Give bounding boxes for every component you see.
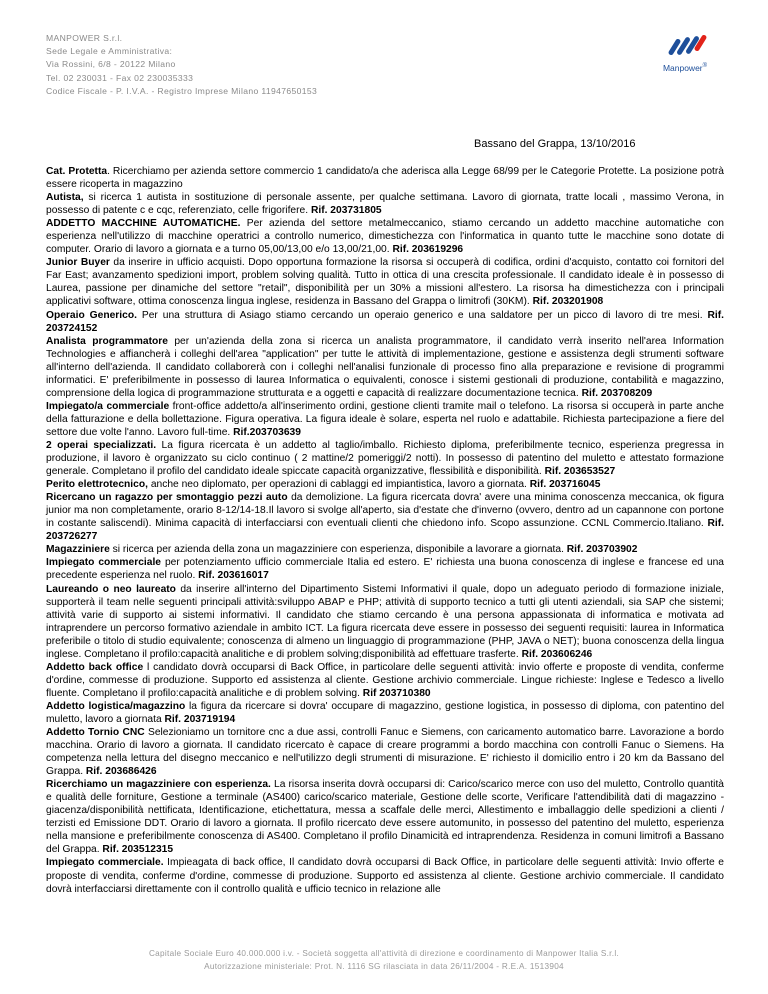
job-reference: Rif. 203512315 xyxy=(102,844,174,856)
job-reference: Rif. 203606246 xyxy=(521,648,593,660)
job-reference: Rif.203703639 xyxy=(233,426,301,438)
logo-wordmark: Manpower® xyxy=(662,63,708,73)
letterhead xyxy=(46,32,317,98)
job-listing xyxy=(46,543,724,556)
job-listing xyxy=(46,478,724,491)
job-listing xyxy=(46,335,724,400)
job-listing xyxy=(46,726,724,778)
company-phone-fax: Tel. 02 230031 - Fax 02 230035333 xyxy=(46,72,194,83)
job-reference: Rif. 203653527 xyxy=(544,466,616,478)
job-listing xyxy=(46,400,724,439)
footer-capital-line: Capitale Sociale Euro 40.000.000 i.v. - Società soggetta all'attività di direzione e coordinamento di Manpower Italia S.r.l. xyxy=(148,949,620,958)
job-title: Ricerchiamo un magazziniere con esperienza. xyxy=(46,779,271,791)
job-listing xyxy=(46,556,724,582)
job-reference: Rif. 203708209 xyxy=(581,387,653,399)
job-reference: Rif. 203724152 xyxy=(46,309,724,334)
job-description: da demolizione. La figura ricercata dovra' avere una minima conoscenza meccanica, ok figura junior ma non completamente, orario 8-12/14-18.Il lavoro si svolge all'aperto, sia d'estate che d'inverno (ovvero, dentro ad un capannone con portone in costante saliscendi). Minima capacità di interfacciarsi con eventuali clienti che chiedono info. Scopo assunzione. CCNL Commercio.Italiano. xyxy=(46,492,725,530)
job-listing xyxy=(46,256,724,308)
job-title: Cat. Protetta xyxy=(46,166,108,177)
job-listing xyxy=(46,165,724,191)
job-description: Impieagata di back office, Il candidato dovrà occuparsi di Back Office, in particolare delle seguenti attività: Invio offerte e proposte di vendita, conferme d'ordine, commesse di produzione. Supporto ed assistenza al cliente. Gestione archivio commerciale. Il candidato dovrà interfacciarsi direttamente con il controllo qualità e ufficio tecnico in relazione alle xyxy=(46,857,725,895)
job-description: . Ricerchiamo per azienda settore commercio 1 candidato/a che aderisca alla Legge 68/99 per le Categorie Protette. La posizione potrà essere ricoperta in magazzino xyxy=(46,166,724,191)
job-title: 2 operai specializzati. xyxy=(46,439,157,451)
footer-authorization-line: Autorizzazione ministeriale: Prot. N. 1116 SG rilasciata in data 26/11/2004 - R.E.A. 1513904 xyxy=(204,962,564,971)
job-title: Addetto back office xyxy=(46,661,144,673)
job-title: Ricercano un ragazzo per smontaggio pezzi auto xyxy=(46,492,288,504)
job-listing xyxy=(46,583,724,661)
job-listing xyxy=(46,661,724,700)
job-description: da inserire in ufficio acquisti. Dopo opportuna formazione la risorsa si occuperà di codifica, ordini d'acquisto, contatto coi fornitori del Far East; avanzamento spedizioni import, problem solving qualità. Tutto in ottica di una crescita professionale. Il candidato ideale è in possesso di Laurea, passione per dinamiche del settore "retail", disponibilità per un 30% a missioni all'estero. La risorsa ha dimestichezza con i principali applicativi software, ottima conoscenza lingua inglese, residenza in Bassano del Grappa o limitrofi (30KM). xyxy=(46,257,724,308)
job-title: Analista programmatore xyxy=(46,335,168,347)
job-title: Impiegato/a commerciale xyxy=(46,400,170,412)
job-reference: Rif. 203703902 xyxy=(566,544,638,556)
job-description: per un'azienda della zona si ricerca un analista programmatore, il candidato verrà inserito nell'area Information Technologies e affiancherà i colleghi dell'area "application" per tutte le attività di implementazione, gestione e assistenza degli strumenti software all'interno dell'azienda. Il candidato collaborerà con i colleghi nell'analisi funzionale di processo fino alla preparazione e revisione di programmi informatici. E' preferibilmente in possesso di laurea Informatica o equivalenti, conosce i sistemi gestionali di produzione, contabilità e magazzino, comprensione della logica di programmazione strutturata e a oggetti e capacità di realizzare documentazione tecnica. xyxy=(46,335,724,399)
job-description: da inserire all'interno del Dipartimento Sistemi Informativi il quale, dopo un adeguato periodo di formazione iniziale, supporterà il team nelle seguenti principali attività:sviluppo ABAP e PHP; attività di supporto tecnico a tutti gli utenti aziendali, sia SAP che sistemi; attività varie di supporto ai sistemi informativi. Il candidato che stiamo cercando è una persona appassionata di informatica e motivata ad intraprendere un percorso formativo aziendale in ambito ICT. La figura ricercata deve essere in possesso dei seguenti requisiti: laurea in Informatica preferibile o titolo di studio equivalente; conoscenza di almeno un linguaggio di programmazione (PHP, JAVA o NET); buona conoscenza della lingua inglese. Completano il profilo:capacità analitiche e di problem solving;disponibilità ad effettuare trasferte. xyxy=(46,583,724,660)
job-description: si ricerca 1 autista in sostituzione di personale assente, per qualche settimana. Lavoro di giornata, tratte locali , massimo Verona, in possesso di patente c e cqc, referenziato, celle frigorifere. xyxy=(46,192,724,217)
registered-office-label: Sede Legale e Amministrativa: xyxy=(46,46,173,57)
company-fiscal-code: Codice Fiscale - P. I.V.A. - Registro Imprese Milano 11947650153 xyxy=(46,85,318,96)
company-name: MANPOWER S.r.l. xyxy=(46,33,123,43)
manpower-logo-mark-icon xyxy=(656,32,714,62)
job-description: la figura da ricercare si dovra' occupare di magazzino, gestione logistica, in possesso di diploma, con patentino del muletto, lavoro a giornata xyxy=(46,700,724,725)
date-line: Bassano del Grappa, 13/10/2016 xyxy=(474,138,636,150)
job-reference: Rif. 203619296 xyxy=(392,244,464,256)
job-reference: Rif 203710380 xyxy=(362,687,431,699)
job-title: Operaio Generico. xyxy=(46,309,137,321)
job-listing xyxy=(46,191,724,217)
job-reference: Rif. 203616017 xyxy=(198,570,269,582)
job-description: anche neo diplomato, per operazioni di cablaggi ed impiantistica, lavoro a giornata. xyxy=(147,479,530,491)
job-title: Perito elettrotecnico, xyxy=(46,479,148,491)
job-title: Impiegato commerciale xyxy=(46,557,162,569)
job-description: Per una struttura di Asiago stiamo cercando un operaio generico e una saldatore per un picco di lavoro di tre mesi. xyxy=(136,309,708,321)
job-description: si ricerca per azienda della zona un magazziniere con esperienza, disponibile a lavorare a giornata. xyxy=(109,544,567,556)
job-title: Junior Buyer xyxy=(46,257,110,269)
job-listing xyxy=(46,700,724,726)
job-reference: Rif. 203726277 xyxy=(46,518,724,543)
job-description: l candidato dovrà occuparsi di Back Office, in particolare delle seguenti attività: invio offerte e proposte di vendita, conferme d'ordine, commesse di produzione. Supporto ed assistenza al cliente. Gestione archivio commerciale. Lingue richieste: Inglese e Tedesco a livello fluente. Completano il profilo:capacità analitiche e di problem solving. xyxy=(46,661,724,699)
job-reference: Rif. 203731805 xyxy=(310,205,382,217)
job-reference: Rif. 203716045 xyxy=(529,479,601,491)
job-reference: Rif. 203719194 xyxy=(164,713,236,725)
job-title: Addetto Tornio CNC xyxy=(46,727,145,739)
manpower-logo xyxy=(656,32,714,72)
job-listing xyxy=(46,439,724,478)
job-reference: Rif. 203201908 xyxy=(532,296,604,308)
job-description: La risorsa inserita dovrà occuparsi di: Carico/scarico merce con uso del muletto, Controllo quantità e qualità delle forniture, Gestione a terminale (AS400) carico/scarico materiale, Gestione delle scorte, Verificare l'attendibilità dati di magazzino - giacenza/disponibilità nettificata, Identificazione, etichettatura, messa a scaffale delle merci, Allestimento e imballaggio delle spedizioni a clienti / terzisti ed Emissione DDT. Orario di lavoro a giornata. Il profilo ricercato deve essere automunito, in possesso del patentino del muletto, esperienza nella mansione e preferibilmente conoscenza di AS400. Completano il profilo Dinamicità ed intraprendenza. Residenza in comuni limitrofi a Bassano del Grappa. xyxy=(46,779,725,856)
company-address: Via Rossini, 6/8 - 20122 Milano xyxy=(46,59,176,70)
job-title: Magazziniere xyxy=(46,544,110,556)
job-title: Laureando o neo laureato xyxy=(46,583,176,595)
job-listing xyxy=(46,309,724,335)
job-listing xyxy=(46,491,724,543)
job-description: front-office addetto/a all'inserimento ordini, gestione clienti tramite mail o telefono. La risorsa si occuperà in parte anche della fatturazione e della bollettazione. Figura operativa. La figura ideale è solare, esperta nel ruolo e adattabile. Richiesta partecipazione a fiere del settore due volte l'anno. Lavoro full-time. xyxy=(46,400,725,438)
job-listing xyxy=(46,778,724,856)
job-description: Selezioniamo un tornitore cnc a due assi, controlli Fanuc e Siemens, con caricamento automatico barre. Lavorazione a bordo macchina. Orario di lavoro a giornata. Il candidato ricercato è capace di creare programmi a bordo macchina con controlli Fanuc o Siemens. Ha competenza nella lettura del disegno meccanico e nell'utilizzo degli strumenti di misurazione. E' richiesto il domicilio entro i 20 km da Bassano del Grappa. xyxy=(46,727,724,778)
job-title: Impiegato commerciale. xyxy=(46,857,164,869)
job-description: Per azienda del settore metalmeccanico, stiamo cercando un addetto macchine automatiche con esperienza nell'utilizzo di macchine operatrici a controllo numerico, dimestichezza con l'informatica in quanto tutte le macchine sono dotate di computer. Orario di lavoro a giornata e a turno 05,00/13,00 e/o 13,00/21,00. xyxy=(46,218,724,256)
footer xyxy=(0,947,768,973)
job-title: Autista, xyxy=(46,192,84,204)
job-listing xyxy=(46,856,724,895)
job-title: Addetto logistica/magazzino xyxy=(46,700,186,712)
job-listings xyxy=(46,165,724,896)
job-title: ADDETTO MACCHINE AUTOMATICHE. xyxy=(46,218,241,230)
job-description: per potenziamento ufficio commerciale Italia ed estero. E' richiesta una buona conoscenza di inglese e francese ed una precedente esperienza nel ruolo. xyxy=(46,557,724,582)
job-description: La figura ricercata è un addetto al taglio/imballo. Richiesto diploma, preferibilmente tecnico, esperienza pregressa in produzione, il lavoro è organizzato su ciclo continuo ( 2 mattine/2 pomeriggi/2 notti). In possesso di patentino del muletto e attestato formazione generale. Completano il profilo del candidato ideale spiccate capacità organizzative, flessibilità e disponibilità. xyxy=(46,439,725,478)
job-listing xyxy=(46,217,724,256)
job-reference: Rif. 203686426 xyxy=(85,766,157,778)
